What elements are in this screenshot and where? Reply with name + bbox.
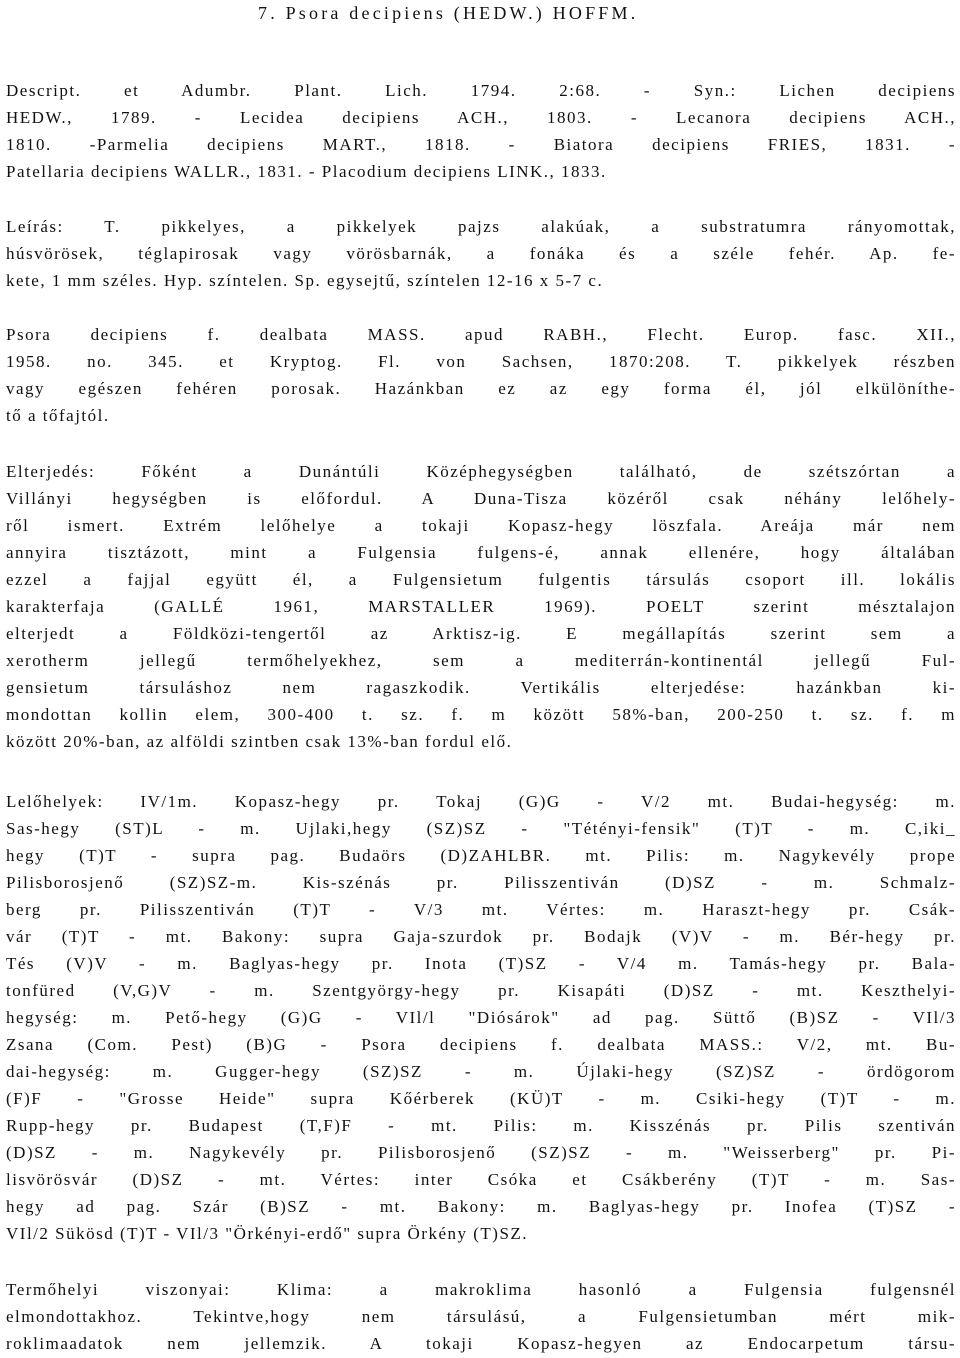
text-line: roklimaadatok nem jellemzik. A tokaji Kopasz-hegyen az Endocarpetum társu- [6, 1334, 956, 1353]
text-line: Patellaria decipiens WALLR., 1831. - Placodium decipiens LINK., 1833. [6, 162, 607, 181]
text-line: Leírás: T. pikkelyes, a pikkelyek pajzs alakúak, a substratumra rányomottak, [6, 217, 956, 236]
text-line: VIl/2 Sükösd (T)T - VIl/3 "Örkényi-erdő" supra Örkény (T)SZ. [6, 1224, 529, 1243]
text-line: karakterfaja (GALLÉ 1961, MARSTALLER 1969). POELT szerint mésztalajon [6, 597, 956, 616]
text-line: között 20%-ban, az alföldi szintben csak 13%-ban fordul elő. [6, 732, 513, 751]
text-line: Pilisborosjenő (SZ)SZ-m. Kis-szénás pr. Pilisszentiván (D)SZ - m. Schmalz- [6, 873, 956, 892]
text-line: ről ismert. Extrém lelőhelye a tokaji Kopasz-hegy löszfala. Areája már nem [6, 516, 956, 535]
forma-paragraph [6, 321, 956, 429]
description-paragraph [6, 213, 956, 294]
text-line: Descript. et Adumbr. Plant. Lich. 1794. 2:68. - Syn.: Lichen decipiens [6, 81, 956, 100]
text-line: Psora decipiens f. dealbata MASS. apud RABH., Flecht. Europ. fasc. XII., [6, 325, 956, 344]
text-line: Rupp-hegy pr. Budapest (T,F)F - mt. Pilis: m. Kisszénás pr. Pilis szentiván [6, 1116, 956, 1135]
text-line: Termőhelyi viszonyai: Klima: a makroklima hasonló a Fulgensia fulgensnél [6, 1280, 956, 1299]
text-line: elmondottakhoz. Tekintve,hogy nem társulású, a Fulgensietumban mért mik- [6, 1307, 956, 1326]
text-line: hegy (T)T - supra pag. Budaörs (D)ZAHLBR. mt. Pilis: m. Nagykevély prope [6, 846, 956, 865]
habitat-paragraph [6, 1276, 956, 1357]
text-line: Sas-hegy (ST)L - m. Ujlaki,hegy (SZ)SZ - "Tétényi-fensik" (T)T - m. C,iki_ [6, 819, 956, 838]
text-line: Lelőhelyek: IV/1m. Kopasz-hegy pr. Tokaj (G)G - V/2 mt. Budai-hegység: m. [6, 792, 956, 811]
text-line: ezzel a fajjal együtt él, a Fulgensietum fulgentis társulás csoport ill. lokális [6, 570, 956, 589]
text-line: berg pr. Pilisszentiván (T)T - V/3 mt. Vértes: m. Haraszt-hegy pr. Csák- [6, 900, 956, 919]
text-line: tonfüred (V,G)V - m. Szentgyörgy-hegy pr. Kisapáti (D)SZ - mt. Keszthelyi- [6, 981, 956, 1000]
text-line: Villányi hegységben is előfordul. A Duna-Tisza közéről csak néhány lelőhely- [6, 489, 956, 508]
text-line: mondottan kollin elem, 300-400 t. sz. f. m között 58%-ban, 200-250 t. sz. f. m [6, 705, 956, 724]
text-line: kete, 1 mm széles. Hyp. színtelen. Sp. egysejtű, színtelen 12-16 x 5-7 c. [6, 271, 604, 290]
text-line: gensietum társuláshoz nem ragaszkodik. Vertikális elterjedése: hazánkban ki- [6, 678, 956, 697]
text-line: tő a tőfajtól. [6, 406, 110, 425]
text-line: Tés (V)V - m. Baglyas-hegy pr. Inota (T)SZ - V/4 m. Tamás-hegy pr. Bala- [6, 954, 956, 973]
text-line: hegy ad pag. Szár (B)SZ - mt. Bakony: m. Baglyas-hegy pr. Inofea (T)SZ - [6, 1197, 956, 1216]
text-line: HEDW., 1789. - Lecidea decipiens ACH., 1803. - Lecanora decipiens ACH., [6, 108, 956, 127]
localities-paragraph [6, 788, 956, 1247]
synonyms-paragraph [6, 77, 956, 185]
text-line: (F)F - "Grosse Heide" supra Kőérberek (KÜ)T - m. Csiki-hegy (T)T - m. [6, 1089, 956, 1108]
text-line: lisvörösvár (D)SZ - mt. Vértes: inter Csóka et Csákberény (T)T - m. Sas- [6, 1170, 956, 1189]
text-line: Zsana (Com. Pest) (B)G - Psora decipiens f. dealbata MASS.: V/2, mt. Bu- [6, 1035, 956, 1054]
page-title: 7. Psora decipiens (HEDW.) HOFFM. [258, 3, 639, 23]
text-line: dai-hegység: m. Gugger-hegy (SZ)SZ - m. Újlaki-hegy (SZ)SZ - ördögorom [6, 1062, 956, 1081]
text-line: annyira tisztázott, mint a Fulgensia fulgens-é, annak ellenére, hogy általában [6, 543, 956, 562]
text-line: 1958. no. 345. et Kryptog. Fl. von Sachsen, 1870:208. T. pikkelyek részben [6, 352, 956, 371]
text-line: vagy egészen fehéren porosak. Hazánkban ez az egy forma él, jól elkülöníthe- [6, 379, 956, 398]
text-line: húsvörösek, téglapirosak vagy vörösbarnák, a fonáka és a széle fehér. Ap. fe- [6, 244, 956, 263]
text-line: (D)SZ - m. Nagykevély pr. Pilisborosjenő (SZ)SZ - m. "Weisserberg" pr. Pi- [6, 1143, 956, 1162]
text-line: elterjedt a Földközi-tengertől az Arktisz-ig. E megállapítás szerint sem a [6, 624, 956, 643]
distribution-paragraph [6, 458, 956, 755]
text-line: Elterjedés: Főként a Dunántúli Középhegységben található, de szétszórtan a [6, 462, 956, 481]
text-line: vár (T)T - mt. Bakony: supra Gaja-szurdok pr. Bodajk (V)V - m. Bér-hegy pr. [6, 927, 956, 946]
text-line: hegység: m. Pető-hegy (G)G - VIl/l "Diósárok" ad pag. Süttő (B)SZ - VIl/3 [6, 1008, 956, 1027]
text-line: xerotherm jellegű termőhelyekhez, sem a mediterrán-kontinentál jellegű Ful- [6, 651, 956, 670]
text-line: 1810. -Parmelia decipiens MART., 1818. - Biatora decipiens FRIES, 1831. - [6, 135, 956, 154]
